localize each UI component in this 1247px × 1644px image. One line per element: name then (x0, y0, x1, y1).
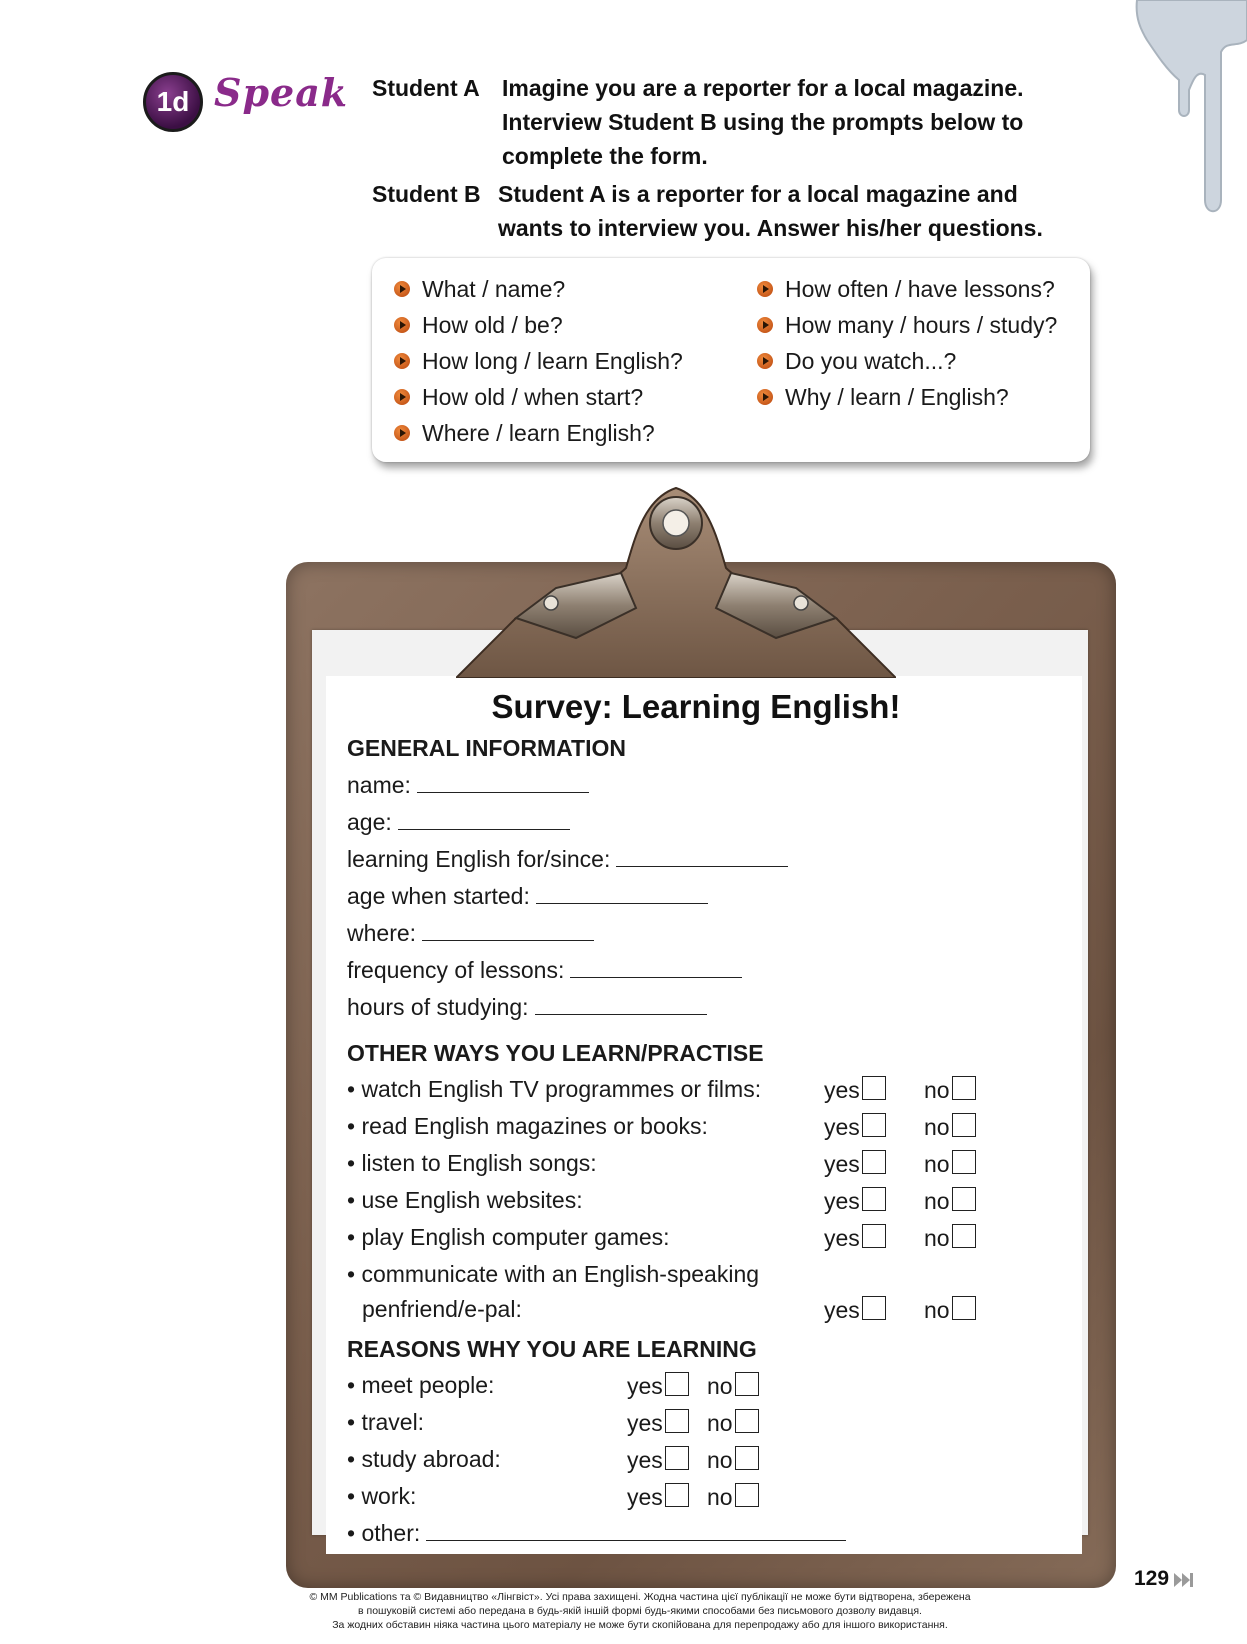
no-option: no (924, 1187, 976, 1215)
no-option: no (924, 1113, 976, 1141)
age-started-field: age when started: (347, 883, 708, 910)
no-option: no (707, 1372, 759, 1400)
fast-forward-icon (1174, 1573, 1194, 1587)
yes-checkbox[interactable] (862, 1150, 886, 1174)
no-checkbox[interactable] (735, 1446, 759, 1470)
no-checkbox[interactable] (952, 1113, 976, 1137)
arrow-bullet-icon (394, 317, 410, 333)
no-option: no (924, 1296, 976, 1324)
where-field: where: (347, 920, 594, 947)
yes-checkbox[interactable] (665, 1446, 689, 1470)
general-information-heading: GENERAL INFORMATION (347, 735, 626, 761)
prompt-item: Where / learn English? (394, 416, 734, 450)
yes-checkbox[interactable] (862, 1187, 886, 1211)
no-option: no (707, 1483, 759, 1511)
yes-option: yes (824, 1296, 886, 1324)
survey-title: Survey: Learning English! (491, 688, 901, 725)
where-blank[interactable] (422, 921, 594, 941)
name-blank[interactable] (417, 773, 589, 793)
page-number: 129 (1134, 1567, 1170, 1590)
yes-checkbox[interactable] (665, 1483, 689, 1507)
no-checkbox[interactable] (952, 1296, 976, 1320)
hours-field: hours of studying: (347, 994, 707, 1021)
other-item-websites: • use English websites: (347, 1187, 583, 1213)
student-a-text: Imagine you are a reporter for a local magazine. Interview Student B using the prompts below to complete the form. (502, 75, 1024, 169)
yes-checkbox[interactable] (862, 1296, 886, 1320)
no-checkbox[interactable] (952, 1150, 976, 1174)
yes-option: yes (824, 1113, 886, 1141)
prompt-item: How long / learn English? (394, 344, 734, 378)
reason-item-other: • other: (347, 1520, 846, 1547)
frequency-blank[interactable] (570, 958, 742, 978)
other-item-communicate: • communicate with an English-speaking (347, 1261, 760, 1287)
learning-since-blank[interactable] (616, 847, 788, 867)
other-item-games: • play English computer games: (347, 1224, 670, 1250)
yes-checkbox[interactable] (665, 1372, 689, 1396)
arrow-bullet-icon (757, 317, 773, 333)
prompt-item: What / name? (394, 272, 734, 306)
arrow-bullet-icon (394, 389, 410, 405)
reason-item-meet-people: • meet people: (347, 1372, 495, 1398)
arrow-bullet-icon (394, 425, 410, 441)
prompts-right-column (757, 272, 1077, 416)
yes-option: yes (627, 1446, 689, 1474)
section-title: Speak (214, 70, 349, 115)
other-item-songs: • listen to English songs: (347, 1150, 597, 1176)
paint-splash-decoration (1097, 0, 1247, 230)
name-field: name: (347, 772, 589, 799)
no-option: no (924, 1150, 976, 1178)
arrow-bullet-icon (757, 353, 773, 369)
age-blank[interactable] (398, 810, 570, 830)
instruction-student-a (372, 71, 1092, 173)
no-checkbox[interactable] (735, 1483, 759, 1507)
yes-checkbox[interactable] (862, 1224, 886, 1248)
yes-option: yes (824, 1150, 886, 1178)
prompts-left-column (394, 272, 734, 452)
other-item-communicate-cont: penfriend/e-pal: (362, 1296, 522, 1322)
reasons-heading: REASONS WHY YOU ARE LEARNING (347, 1336, 757, 1362)
prompt-item: How often / have lessons? (757, 272, 1077, 306)
prompts-box (372, 258, 1090, 462)
prompt-item: Why / learn / English? (757, 380, 1077, 414)
prompt-item: How old / when start? (394, 380, 734, 414)
clipboard-clip-icon (456, 478, 896, 678)
no-checkbox[interactable] (952, 1076, 976, 1100)
no-option: no (924, 1076, 976, 1104)
yes-option: yes (824, 1187, 886, 1215)
instruction-student-b (372, 177, 1092, 247)
no-checkbox[interactable] (735, 1409, 759, 1433)
hours-blank[interactable] (535, 995, 707, 1015)
other-item-magazines: • read English magazines or books: (347, 1113, 708, 1139)
yes-checkbox[interactable] (862, 1076, 886, 1100)
arrow-bullet-icon (394, 353, 410, 369)
student-b-label: Student B (372, 181, 481, 207)
unit-badge: 1d (143, 72, 203, 132)
copyright-notice: © MM Publications та © Видавництво «Лінгвіст». Усі права захищені. Жодна частина цієї публікації не може бути відтворена, збережена в пошуковій системі або передана в будь-якій іншій формі будь-якими способами без письмового дозволу видавця. За жодних обставин ніяка частина цього матеріалу не може бути скопійована для перепродажу або для іншого використання. (309, 1591, 971, 1631)
student-b-text: Student A is a reporter for a local magazine and wants to interview you. Answer his/her questions. (498, 181, 1043, 241)
reason-item-work: • work: (347, 1483, 417, 1509)
reason-item-travel: • travel: (347, 1409, 425, 1435)
prompt-item: Do you watch...? (757, 344, 1077, 378)
no-option: no (707, 1409, 759, 1437)
arrow-bullet-icon (757, 389, 773, 405)
yes-option: yes (627, 1409, 689, 1437)
yes-option: yes (824, 1076, 886, 1104)
age-started-blank[interactable] (536, 884, 708, 904)
yes-option: yes (824, 1224, 886, 1252)
no-checkbox[interactable] (952, 1224, 976, 1248)
yes-option: yes (627, 1483, 689, 1511)
prompt-item: How many / hours / study? (757, 308, 1077, 342)
yes-checkbox[interactable] (862, 1113, 886, 1137)
no-checkbox[interactable] (952, 1187, 976, 1211)
no-option: no (707, 1446, 759, 1474)
yes-option: yes (627, 1372, 689, 1400)
student-a-label: Student A (372, 75, 480, 101)
learning-since-field: learning English for/since: (347, 846, 788, 873)
yes-checkbox[interactable] (665, 1409, 689, 1433)
arrow-bullet-icon (757, 281, 773, 297)
other-ways-heading: OTHER WAYS YOU LEARN/PRACTISE (347, 1040, 764, 1066)
age-field: age: (347, 809, 570, 836)
arrow-bullet-icon (394, 281, 410, 297)
reason-item-study-abroad: • study abroad: (347, 1446, 501, 1472)
other-item-tv: • watch English TV programmes or films: (347, 1076, 762, 1102)
no-checkbox[interactable] (735, 1372, 759, 1396)
prompt-item: How old / be? (394, 308, 734, 342)
no-option: no (924, 1224, 976, 1252)
frequency-field: frequency of lessons: (347, 957, 742, 984)
other-reason-blank[interactable] (426, 1521, 846, 1541)
